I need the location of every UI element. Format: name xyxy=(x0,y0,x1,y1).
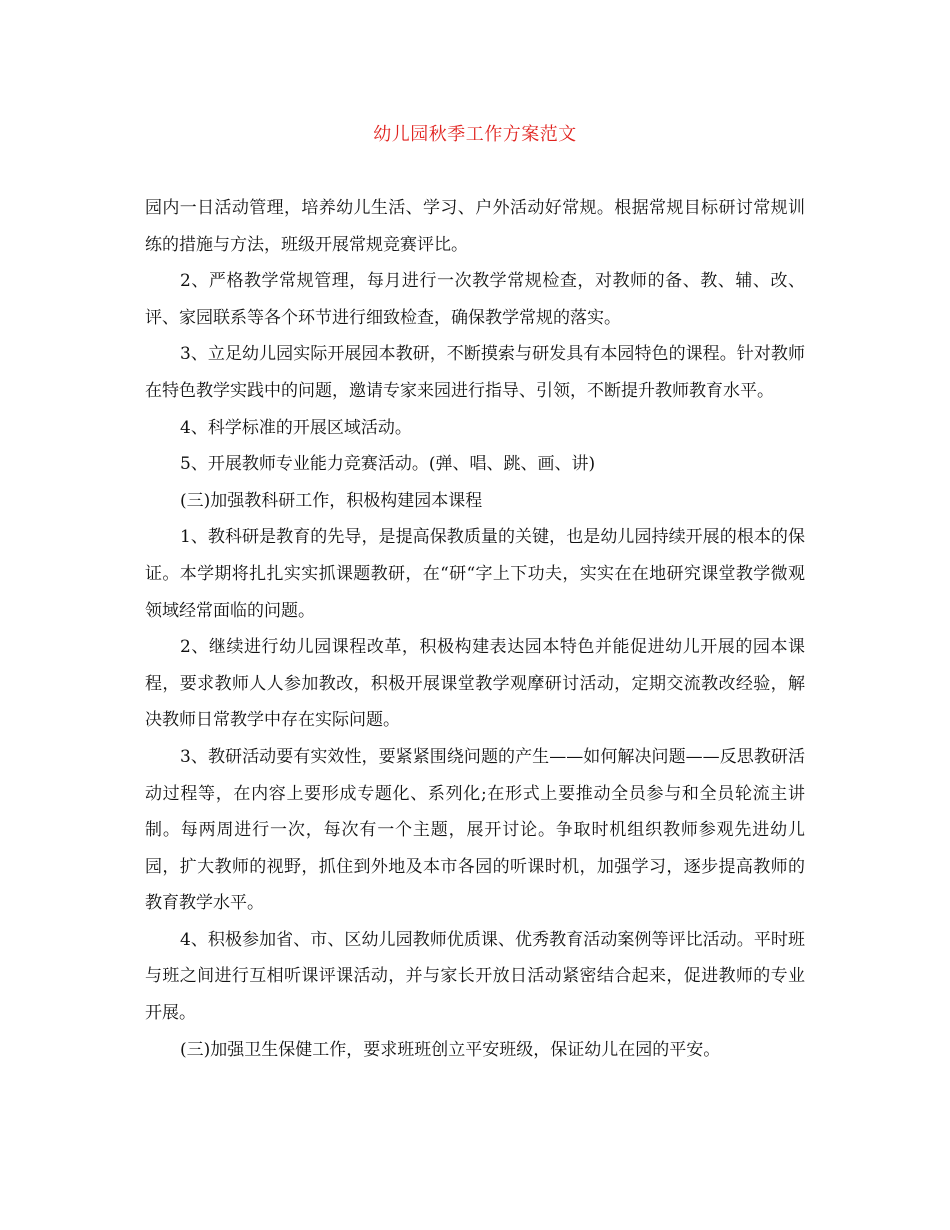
paragraph-9: 4、积极参加省、市、区幼儿园教师优质课、优秀教育活动案例等评比活动。平时班与班之间进行互相听课评课活动，并与家长开放日活动紧密结合起来，促进教师的专业开展。 xyxy=(145,929,805,1024)
document-body xyxy=(145,190,805,1068)
paragraph-6: 1、教科研是教育的先导，是提高保教质量的关键，也是幼儿园持续开展的根本的保证。本学期将扎扎实实抓课题教研，在“研“字上下功夫，实实在在地研究课堂教学微观领域经常面临的问题。 xyxy=(145,527,805,621)
paragraph-5: 5、开展教师专业能力竞赛活动。(弹、唱、跳、画、讲) xyxy=(180,454,596,475)
paragraph-1: 园内一日活动管理，培养幼儿生活、学习、户外活动好常规。根据常规目标研讨常规训练的措施与方法，班级开展常规竞赛评比。 xyxy=(145,198,805,255)
paragraph-2: 2、严格教学常规管理，每月进行一次教学常规检查，对教师的备、教、辅、改、评、家园联系等各个环节进行细致检查，确保教学常规的落实。 xyxy=(145,271,805,328)
paragraph-7: 2、继续进行幼儿园课程改革，积极构建表达园本特色并能促进幼儿开展的园本课程，要求教师人人参加教改，积极开展课堂教学观摩研讨活动，定期交流教改经验，解决教师日常教学中存在实际问题。 xyxy=(145,637,805,731)
document-title: 幼儿园秋季工作方案范文 xyxy=(373,124,577,145)
paragraph-4: 4、科学标准的开展区域活动。 xyxy=(180,417,412,438)
paragraph-8: 3、教研活动要有实效性，要紧紧围绕问题的产生——如何解决问题——反思教研活动过程等，在内容上要形成专题化、系列化;在形式上要推动全员参与和全员轮流主讲制。每两周进行一次，每次有一个主题，展开讨论。争取时机组织教师参观先进幼儿园，扩大教师的视野，抓住到外地及本市各园的听课时机，加强学习，逐步提高教师的教育教学水平。 xyxy=(145,746,805,914)
paragraph-3: 3、立足幼儿园实际开展园本教研，不断摸索与研发具有本园特色的课程。针对教师在特色教学实践中的问题，邀请专家来园进行指导、引领，不断提升教师教育水平。 xyxy=(145,344,805,401)
section-heading-research: (三)加强教科研工作，积极构建园本课程 xyxy=(180,490,483,511)
section-heading-health: (三)加强卫生保健工作，要求班班创立平安班级，保证幼儿在园的平安。 xyxy=(180,1039,721,1060)
